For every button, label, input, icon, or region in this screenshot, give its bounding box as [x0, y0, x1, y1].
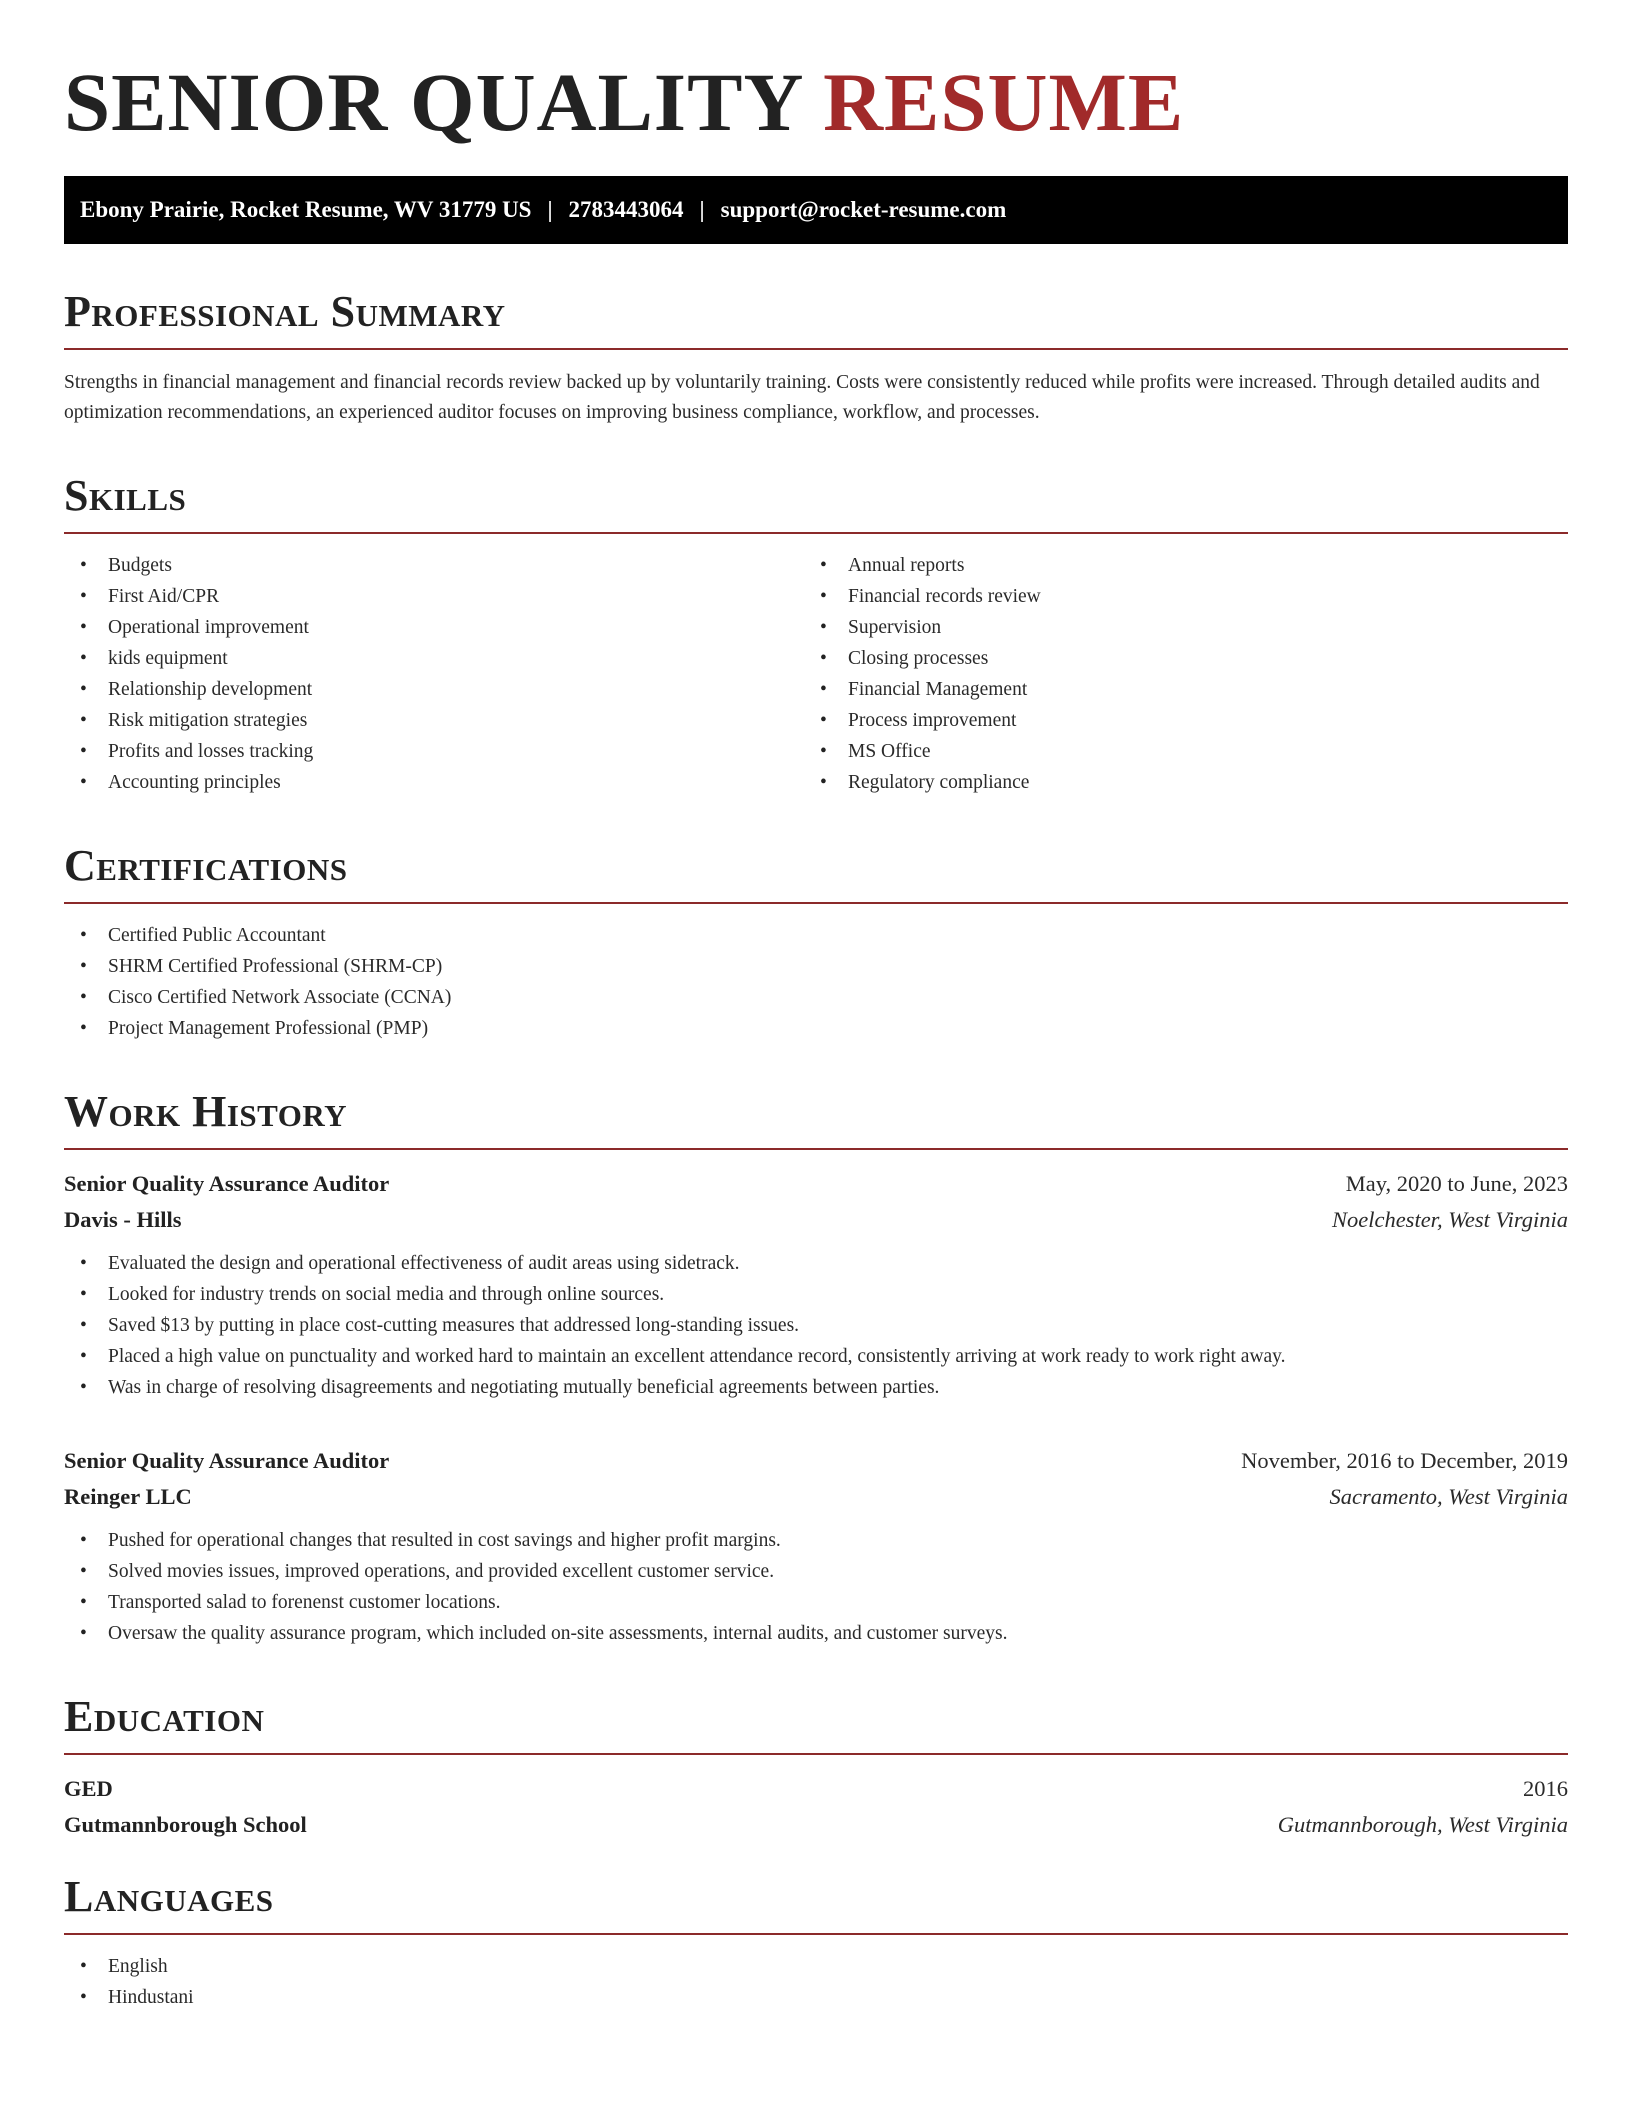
education-school-row: [64, 1807, 1568, 1843]
languages-list: [64, 1951, 1568, 2013]
job-location: Sacramento, West Virginia: [1329, 1484, 1568, 1509]
job-company: Davis - Hills: [64, 1207, 182, 1232]
education-section: [64, 1693, 1568, 1843]
job-company-row: [64, 1202, 1568, 1238]
section-divider: [64, 902, 1568, 904]
languages-section: [64, 1873, 1568, 2013]
section-heading-languages: Languages: [64, 1872, 274, 1921]
job-title: Senior Quality Assurance Auditor: [64, 1171, 390, 1196]
skill-item: • Supervision: [804, 612, 1544, 643]
skill-item: • First Aid/CPR: [64, 581, 804, 612]
skill-item: • Process improvement: [804, 705, 1544, 736]
title-part-2: RESUME: [823, 56, 1185, 148]
job-bullet: • Looked for industry trends on social media and through online sources.: [64, 1279, 1568, 1310]
contact-bar: [64, 176, 1568, 244]
job-bullet: • Solved movies issues, improved operations, and provided excellent customer service.: [64, 1556, 1568, 1587]
skill-item: • Relationship development: [64, 674, 804, 705]
job-location: Noelchester, West Virginia: [1331, 1207, 1568, 1232]
certification-item: • Project Management Professional (PMP): [64, 1013, 1568, 1044]
contact-phone: 2783443064: [568, 197, 684, 222]
language-item: • Hindustani: [64, 1982, 1568, 2013]
section-divider: [64, 532, 1568, 534]
skills-column-right: [804, 550, 1544, 798]
job-entry: [64, 1443, 1568, 1649]
skills-grid: [64, 550, 1568, 798]
skill-item: • Operational improvement: [64, 612, 804, 643]
job-bullets: [64, 1248, 1568, 1403]
skill-item: • Regulatory compliance: [804, 767, 1544, 798]
job-title: Senior Quality Assurance Auditor: [64, 1448, 390, 1473]
skill-item: • Profits and losses tracking: [64, 736, 804, 767]
certification-item: • Certified Public Accountant: [64, 920, 1568, 951]
skill-item: • Closing processes: [804, 643, 1544, 674]
section-divider: [64, 348, 1568, 350]
resume-title: [64, 0, 1568, 152]
job-header-row: [64, 1443, 1568, 1479]
skill-item: • Budgets: [64, 550, 804, 581]
skill-item: • Accounting principles: [64, 767, 804, 798]
education-year: 2016: [1523, 1776, 1568, 1801]
skills-column-left: [64, 550, 804, 798]
summary-text: Strengths in financial management and financial records review backed up by voluntarily training. Costs were consistently reduced while profits were increased. Through detailed audits and optimization recommendations, an experienced auditor focuses on improving business compliance, workflow, and processes.: [64, 372, 1540, 423]
contact-separator: |: [547, 197, 553, 222]
summary-section: [64, 288, 1568, 428]
section-divider: [64, 1933, 1568, 1935]
resume-page: [64, 0, 1568, 2013]
job-bullet: • Placed a high value on punctuality and worked hard to maintain an excellent attendance record, consistently arriving at work ready to work right away.: [64, 1341, 1568, 1372]
skills-list-left: [64, 550, 804, 798]
certification-item: • Cisco Certified Network Associate (CCNA): [64, 982, 1568, 1013]
job-bullet: • Evaluated the design and operational effectiveness of audit areas using sidetrack.: [64, 1248, 1568, 1279]
job-bullet: • Transported salad to forenenst customer locations.: [64, 1587, 1568, 1618]
skills-section: [64, 472, 1568, 798]
job-bullet: • Was in charge of resolving disagreements and negotiating mutually beneficial agreements between parties.: [64, 1372, 1568, 1403]
skill-item: • kids equipment: [64, 643, 804, 674]
section-divider: [64, 1753, 1568, 1755]
section-heading-education: Education: [64, 1692, 265, 1741]
education-degree-row: [64, 1771, 1568, 1807]
job-dates: May, 2020 to June, 2023: [1345, 1171, 1568, 1196]
education-location: Gutmannborough, West Virginia: [1277, 1812, 1568, 1837]
job-dates: November, 2016 to December, 2019: [1241, 1448, 1568, 1473]
job-bullet: • Saved $13 by putting in place cost-cutting measures that addressed long-standing issues.: [64, 1310, 1568, 1341]
section-heading-summary: Professional Summary: [64, 287, 506, 336]
certifications-section: [64, 842, 1568, 1044]
certification-item: • SHRM Certified Professional (SHRM-CP): [64, 951, 1568, 982]
section-heading-work-history: Work History: [64, 1087, 348, 1136]
section-heading-certifications: Certifications: [64, 841, 348, 890]
skill-item: • Risk mitigation strategies: [64, 705, 804, 736]
certifications-list: [64, 920, 1568, 1044]
education-entry: [64, 1771, 1568, 1843]
education-degree: GED: [64, 1776, 113, 1801]
work-history-section: [64, 1088, 1568, 1649]
skill-item: • Financial Management: [804, 674, 1544, 705]
job-company-row: [64, 1479, 1568, 1515]
skills-list-right: [804, 550, 1544, 798]
language-item: • English: [64, 1951, 1568, 1982]
skill-item: • Annual reports: [804, 550, 1544, 581]
job-header-row: [64, 1166, 1568, 1202]
section-divider: [64, 1148, 1568, 1150]
skill-item: • Financial records review: [804, 581, 1544, 612]
title-part-1: SENIOR QUALITY: [64, 56, 802, 148]
job-bullet: • Oversaw the quality assurance program, which included on-site assessments, internal audits, and customer surveys.: [64, 1618, 1568, 1649]
job-bullet: • Pushed for operational changes that resulted in cost savings and higher profit margins.: [64, 1525, 1568, 1556]
job-entry: [64, 1166, 1568, 1403]
skill-item: • MS Office: [804, 736, 1544, 767]
contact-address: Ebony Prairie, Rocket Resume, WV 31779 US: [80, 197, 532, 222]
job-company: Reinger LLC: [64, 1484, 192, 1509]
job-bullets: [64, 1525, 1568, 1649]
education-school: Gutmannborough School: [64, 1812, 307, 1837]
section-heading-skills: Skills: [64, 471, 187, 520]
contact-email: support@rocket-resume.com: [720, 197, 1007, 222]
contact-separator: |: [699, 197, 705, 222]
